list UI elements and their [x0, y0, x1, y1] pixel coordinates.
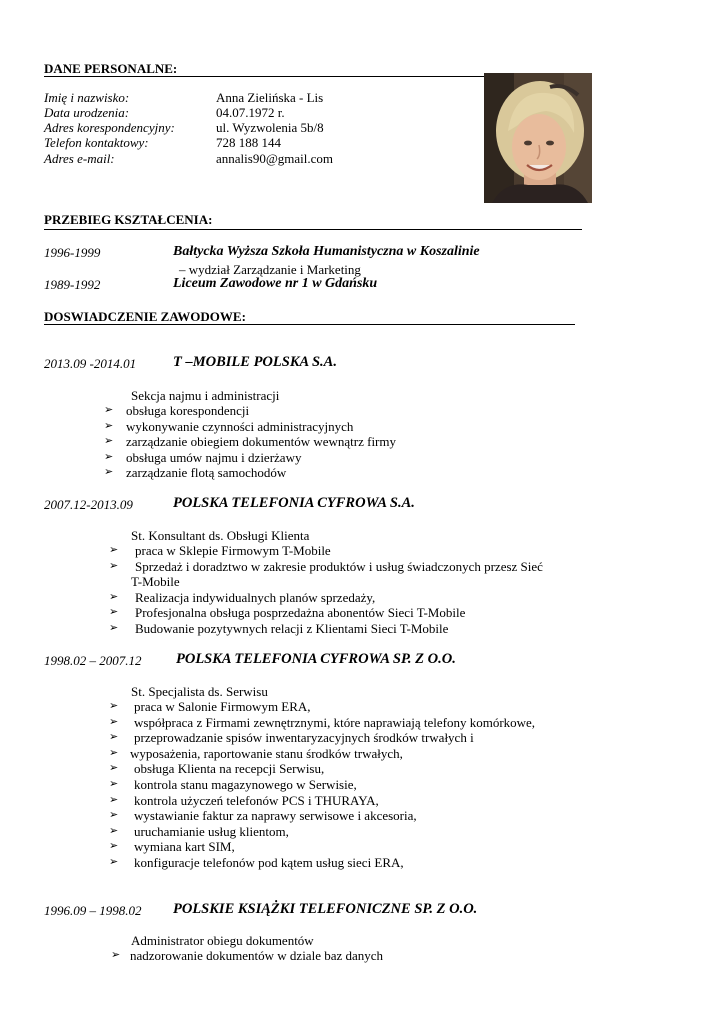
section-divider — [44, 76, 484, 77]
duty-text: wykonywanie czynności administracyjnych — [126, 418, 354, 434]
section-divider — [44, 324, 575, 325]
duty-list — [109, 543, 543, 637]
list-item — [104, 450, 396, 466]
job-role: St. Specjalista ds. Serwisu — [131, 684, 268, 699]
duty-text: Sprzedaż i doradztwo w zakresie produktów i usług świadczonych przesz Sieć — [135, 558, 543, 574]
list-item — [109, 574, 543, 590]
arrow-bullet-icon: ➢ — [109, 559, 119, 572]
arrow-bullet-icon: ➢ — [109, 700, 119, 712]
arrow-bullet-icon: ➢ — [104, 419, 114, 432]
list-item — [109, 855, 535, 871]
list-item — [104, 434, 396, 450]
list-item — [104, 465, 396, 481]
arrow-bullet-icon: ➢ — [109, 762, 119, 775]
duty-text: wymiana kart SIM, — [134, 839, 235, 855]
list-item — [109, 808, 535, 824]
duty-text: Budowanie pozytywnych relacji z Klientami Sieci T-Mobile — [135, 620, 449, 636]
arrow-bullet-icon: ➢ — [109, 746, 119, 759]
field-label: Telefon kontaktowy: — [44, 135, 149, 150]
arrow-bullet-icon: ➢ — [104, 466, 114, 479]
education-period: 1989-1992 — [44, 277, 101, 292]
list-item — [109, 590, 543, 606]
list-item — [109, 699, 535, 715]
duty-text: kontrola stanu magazynowego w Serwisie, — [134, 776, 357, 792]
arrow-bullet-icon: ➢ — [109, 715, 119, 728]
section-title-personal: DANE PERSONALNE: — [44, 61, 178, 76]
company-name: POLSKIE KSIĄŻKI TELEFONICZNE SP. Z O.O. — [173, 901, 478, 917]
arrow-bullet-icon: ➢ — [109, 793, 119, 806]
arrow-bullet-icon: ➢ — [109, 809, 119, 822]
job-role: Administrator obiegu dokumentów — [131, 933, 314, 948]
field-value: Anna Zielińska - Lis — [216, 90, 324, 105]
education-period: 1996-1999 — [44, 245, 101, 260]
list-item — [109, 746, 535, 762]
arrow-bullet-icon: ➢ — [109, 590, 119, 603]
list-item — [109, 621, 543, 637]
arrow-bullet-icon: ➢ — [104, 404, 114, 416]
job-role: Sekcja najmu i administracji — [131, 388, 280, 403]
job-role: St. Konsultant ds. Obsługi Klienta — [131, 528, 310, 543]
duty-text: Realizacja indywidualnych planów sprzedaży, — [135, 589, 376, 605]
field-label: Adres e-mail: — [44, 151, 115, 166]
arrow-bullet-icon: ➢ — [109, 824, 119, 837]
list-item — [109, 715, 535, 731]
job-period: 2007.12-2013.09 — [44, 497, 133, 512]
arrow-bullet-icon: ➢ — [109, 855, 119, 868]
duty-text: Profesjonalna obsługa posprzedażna abonentów Sieci T-Mobile — [135, 605, 466, 621]
field-value: ul. Wyzwolenia 5b/8 — [216, 120, 324, 135]
list-item — [109, 543, 543, 559]
job-period: 2013.09 -2014.01 — [44, 356, 137, 371]
field-label: Imię i nazwisko: — [44, 90, 130, 105]
arrow-bullet-icon: ➢ — [109, 544, 119, 556]
duty-text: kontrola użyczeń telefonów PCS i THURAYA, — [134, 792, 379, 808]
duty-text: wyposażenia, raportowanie stanu środków trwałych, — [130, 745, 403, 761]
list-item — [104, 419, 396, 435]
profile-photo — [484, 73, 592, 203]
duty-text: praca w Salonie Firmowym ERA, — [134, 699, 311, 714]
duty-list — [104, 403, 396, 481]
school-detail: – wydział Zarządzanie i Marketing — [179, 262, 361, 277]
list-item — [104, 403, 396, 419]
duty-text: nadzorowanie dokumentów w dziale baz danych — [130, 948, 384, 963]
arrow-bullet-icon: ➢ — [109, 840, 119, 853]
section-title-education: PRZEBIEG KSZTAŁCENIA: — [44, 212, 213, 227]
job-period: 1996.09 – 1998.02 — [44, 903, 142, 918]
field-value: 728 188 144 — [216, 135, 281, 150]
duty-text: zarządzanie obiegiem dokumentów wewnątrz firmy — [126, 434, 396, 450]
section-title-experience: DOSWIADCZENIE ZAWODOWE: — [44, 309, 246, 324]
list-item — [109, 730, 535, 746]
arrow-bullet-icon: ➢ — [109, 731, 119, 744]
company-name: T –MOBILE POLSKA S.A. — [173, 354, 337, 370]
duty-text: uruchamianie usług klientom, — [134, 823, 289, 839]
list-item — [111, 948, 383, 964]
field-value: 04.07.1972 r. — [216, 105, 285, 120]
field-label: Adres korespondencyjny: — [44, 120, 175, 135]
arrow-bullet-icon: ➢ — [104, 435, 114, 448]
job-period: 1998.02 – 2007.12 — [44, 653, 142, 668]
arrow-bullet-icon: ➢ — [109, 777, 119, 790]
list-item — [109, 793, 535, 809]
school-name: Liceum Zawodowe nr 1 w Gdańsku — [173, 276, 378, 291]
field-value: annalis90@gmail.com — [216, 151, 334, 166]
school-name: Bałtycka Wyższa Szkoła Humanistyczna w Koszalinie — [173, 244, 480, 259]
duty-text: obsługa umów najmu i dzierżawy — [126, 449, 302, 465]
duty-text: T-Mobile — [131, 574, 180, 590]
section-divider — [44, 229, 582, 230]
list-item — [109, 559, 543, 575]
list-item — [109, 777, 535, 793]
duty-text: praca w Sklepie Firmowym T-Mobile — [135, 543, 331, 558]
arrow-bullet-icon: ➢ — [111, 949, 121, 961]
list-item — [109, 824, 535, 840]
duty-text: konfiguracje telefonów pod kątem usług sieci ERA, — [134, 854, 404, 870]
duty-text: obsługa Klienta na recepcji Serwisu, — [134, 761, 325, 777]
arrow-bullet-icon: ➢ — [104, 450, 114, 463]
list-item — [109, 605, 543, 621]
list-item — [109, 761, 535, 777]
company-name: POLSKA TELEFONIA CYFROWA SP. Z O.O. — [176, 651, 456, 667]
duty-list — [111, 948, 383, 964]
duty-text: zarządzanie flotą samochodów — [126, 465, 287, 481]
duty-list — [109, 699, 535, 871]
arrow-bullet-icon: ➢ — [109, 621, 119, 634]
duty-text: obsługa korespondencji — [126, 403, 250, 418]
duty-text: wystawianie faktur za naprawy serwisowe i akcesoria, — [134, 808, 417, 824]
field-label: Data urodzenia: — [44, 105, 130, 120]
arrow-bullet-icon: ➢ — [109, 606, 119, 619]
company-name: POLSKA TELEFONIA CYFROWA S.A. — [173, 495, 415, 511]
duty-text: współpraca z Firmami zewnętrznymi, które naprawiają telefony komórkowe, — [134, 714, 536, 730]
list-item — [109, 839, 535, 855]
portrait-image — [484, 73, 592, 203]
duty-text: przeprowadzanie spisów inwentaryzacyjnych środków trwałych i — [134, 730, 474, 746]
